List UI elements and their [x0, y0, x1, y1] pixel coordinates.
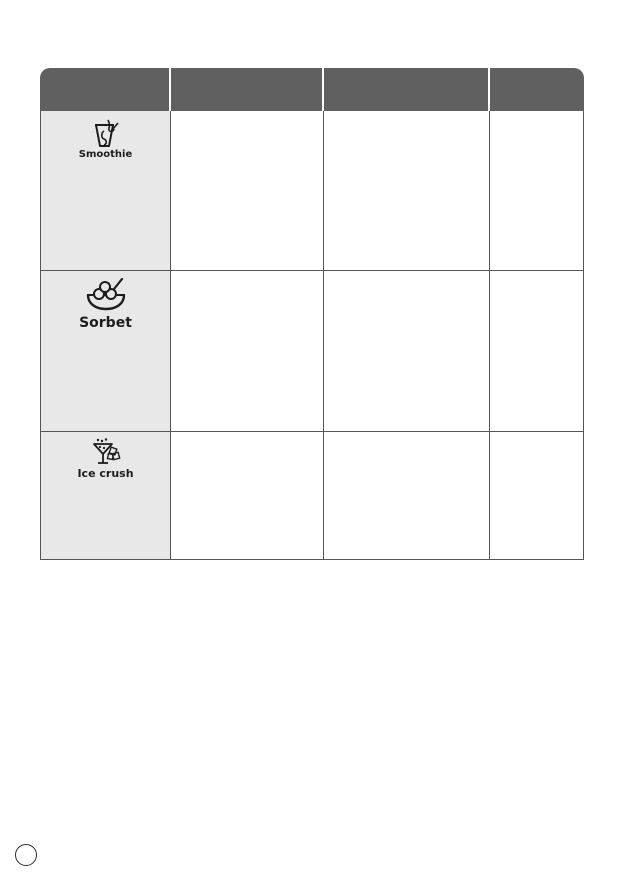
column-line — [489, 271, 490, 431]
program-label-ice-crush: Ice crush — [77, 467, 134, 480]
page-number-circle — [15, 844, 37, 866]
cocktail-ice-icon — [91, 438, 121, 468]
table-header — [40, 68, 584, 111]
column-line — [323, 111, 324, 270]
program-label-sorbet: Sorbet — [79, 315, 132, 331]
sorbet-bowl-icon — [84, 277, 128, 313]
table-row-smoothie — [40, 111, 584, 270]
smoothie-cup-icon — [89, 119, 123, 149]
column-line — [489, 432, 490, 559]
program-cell — [41, 111, 170, 270]
program-cell — [41, 432, 170, 559]
header-divider — [169, 68, 171, 111]
table-row-sorbet — [40, 271, 584, 431]
header-divider — [488, 68, 490, 111]
column-line — [323, 432, 324, 559]
programs-table — [40, 68, 584, 560]
program-label-smoothie: Smoothie — [78, 149, 133, 160]
column-line — [170, 111, 171, 270]
column-line — [323, 271, 324, 431]
column-line — [170, 271, 171, 431]
column-line — [489, 111, 490, 270]
header-divider — [322, 68, 324, 111]
column-line — [170, 432, 171, 559]
table-row-ice-crush — [40, 432, 584, 560]
program-cell — [41, 271, 170, 431]
